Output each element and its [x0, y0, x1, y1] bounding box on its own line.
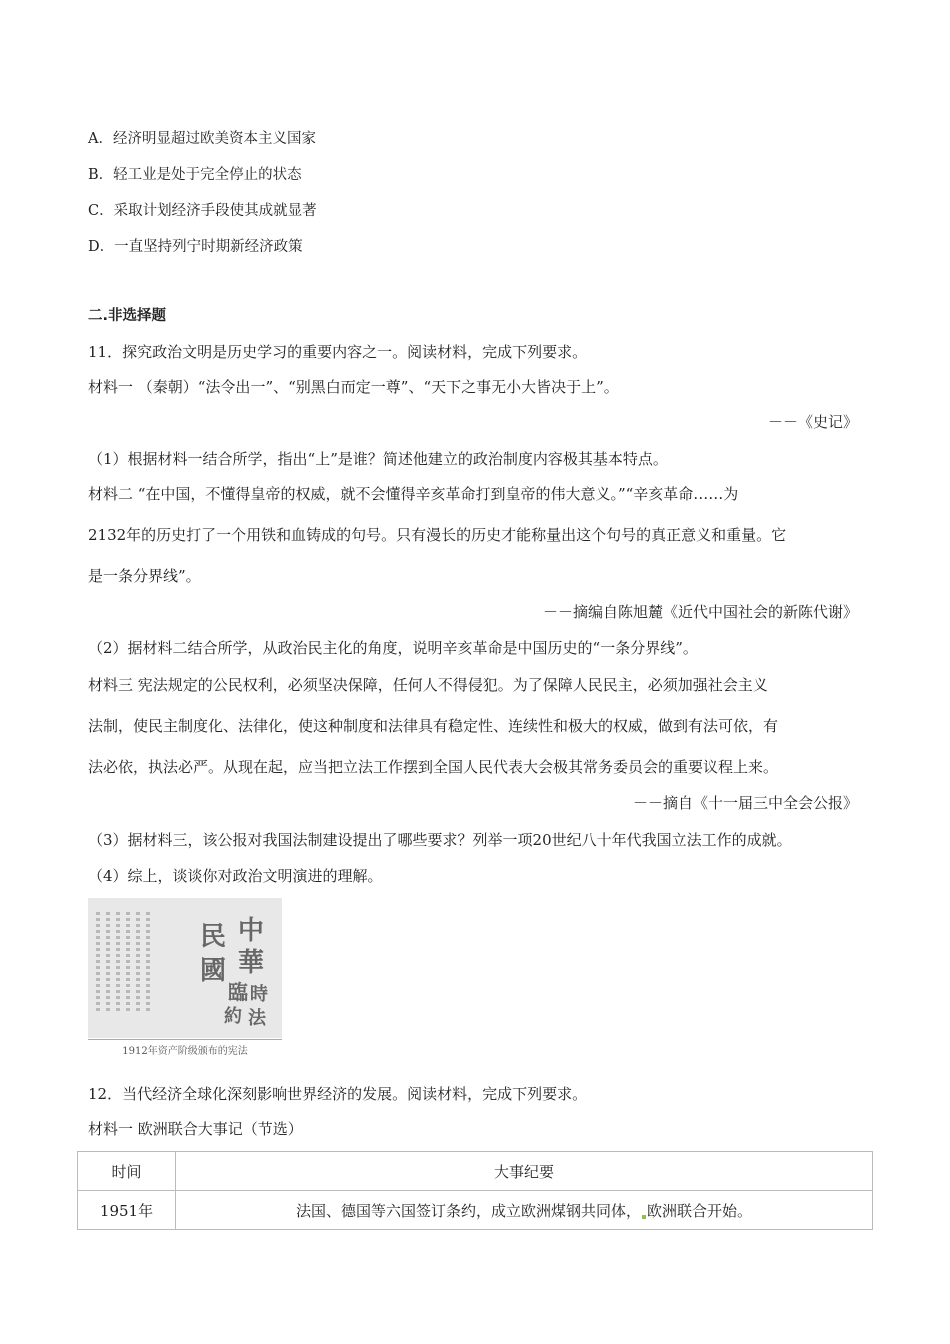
photo-glyph: 中	[238, 916, 265, 946]
table-row	[78, 1191, 873, 1230]
table-header-event: 大事纪要	[176, 1152, 873, 1191]
option-d: D．一直坚持列宁时期新经济政策	[88, 239, 303, 255]
q11-material-3-line-2: 法制，使民主制度化、法律化，使这种制度和法律具有稳定性、连续性和极大的权威，做到有法可依，有	[88, 717, 779, 735]
q11-sub-4: （4）综上，谈谈你对政治文明演进的理解。	[88, 867, 383, 885]
table-cell-event-part-b: 欧洲联合开始。	[647, 1201, 753, 1220]
photo-glyph: 民	[200, 922, 227, 952]
constitution-photo-image	[88, 898, 282, 1038]
option-a: A．经济明显超过欧美资本主义国家	[88, 131, 316, 147]
q12-material-1: 材料一 欧洲联合大事记（节选）	[88, 1120, 303, 1138]
q11-material-2-source: －－摘编自陈旭麓《近代中国社会的新陈代谢》	[542, 603, 858, 621]
photo-glyph: 時	[250, 984, 268, 1005]
constitution-photo	[88, 898, 282, 1058]
q11-sub-3: （3）据材料三，该公报对我国法制建设提出了哪些要求？列举一项20世纪八十年代我国立法工作的成就。	[88, 831, 792, 849]
q11-material-2-line-3: 是一条分界线”。	[88, 567, 201, 585]
q11-sub-2: （2）据材料二结合所学，从政治民主化的角度，说明辛亥革命是中国历史的“一条分界线”。	[88, 639, 698, 657]
q11-material-3-line-3: 法必依，执法必严。从现在起，应当把立法工作摆到全国人民代表大会极其常务委员会的重要议程上来。	[88, 758, 779, 776]
photo-glyph: 臨	[228, 980, 248, 1004]
table-cell-event	[176, 1191, 873, 1230]
photo-glyph: 華	[238, 948, 265, 978]
q11-material-2-line-2: 2132年的历史打了一个用铁和血铸成的句号。只有漫长的历史才能称量出这个句号的真正意义和重量。它	[88, 526, 787, 544]
option-c: C．采取计划经济手段使其成就显著	[88, 203, 317, 219]
table-header-time: 时间	[78, 1152, 176, 1191]
table-header-row	[78, 1152, 873, 1191]
eu-events-table	[77, 1151, 873, 1230]
table-cell-time: 1951年	[78, 1191, 176, 1230]
q12-stem: 12．当代经济全球化深刻影响世界经济的发展。阅读材料，完成下列要求。	[88, 1085, 588, 1103]
q11-material-2-line-1: 材料二 “在中国，不懂得皇帝的权威，就不会懂得辛亥革命打到皇帝的伟大意义。”“辛亥革命……为	[88, 485, 739, 503]
q11-material-3-source: －－摘自《十一届三中全会公报》	[632, 794, 858, 812]
table-cell-event-part-a: 法国、德国等六国签订条约，成立欧洲煤钢共同体，	[295, 1201, 641, 1220]
q11-sub-1: （1）根据材料一结合所学，指出“上”是谁？简述他建立的政治制度内容极其基本特点。	[88, 450, 668, 468]
q11-material-1-source: －－《史记》	[767, 413, 858, 431]
q11-stem: 11．探究政治文明是历史学习的重要内容之一。阅读材料，完成下列要求。	[88, 343, 588, 361]
photo-glyph: 國	[200, 956, 227, 986]
photo-caption: 1912年资产阶级颁布的宪法	[88, 1039, 282, 1057]
q11-material-1: 材料一 （秦朝）“法令出一”、“别黑白而定一尊”、“天下之事无小大皆决于上”。	[88, 378, 619, 396]
photo-glyph: 法	[248, 1008, 266, 1029]
marker-dot	[642, 1215, 646, 1219]
q11-material-3-line-1: 材料三 宪法规定的公民权利，必须坚决保障，任何人不得侵犯。为了保障人民民主，必须加强社会主义	[88, 676, 768, 694]
photo-glyph: 約	[224, 1006, 242, 1027]
section-title: 二.非选择题	[88, 308, 167, 324]
option-b: B．轻工业是处于完全停止的状态	[88, 167, 302, 183]
